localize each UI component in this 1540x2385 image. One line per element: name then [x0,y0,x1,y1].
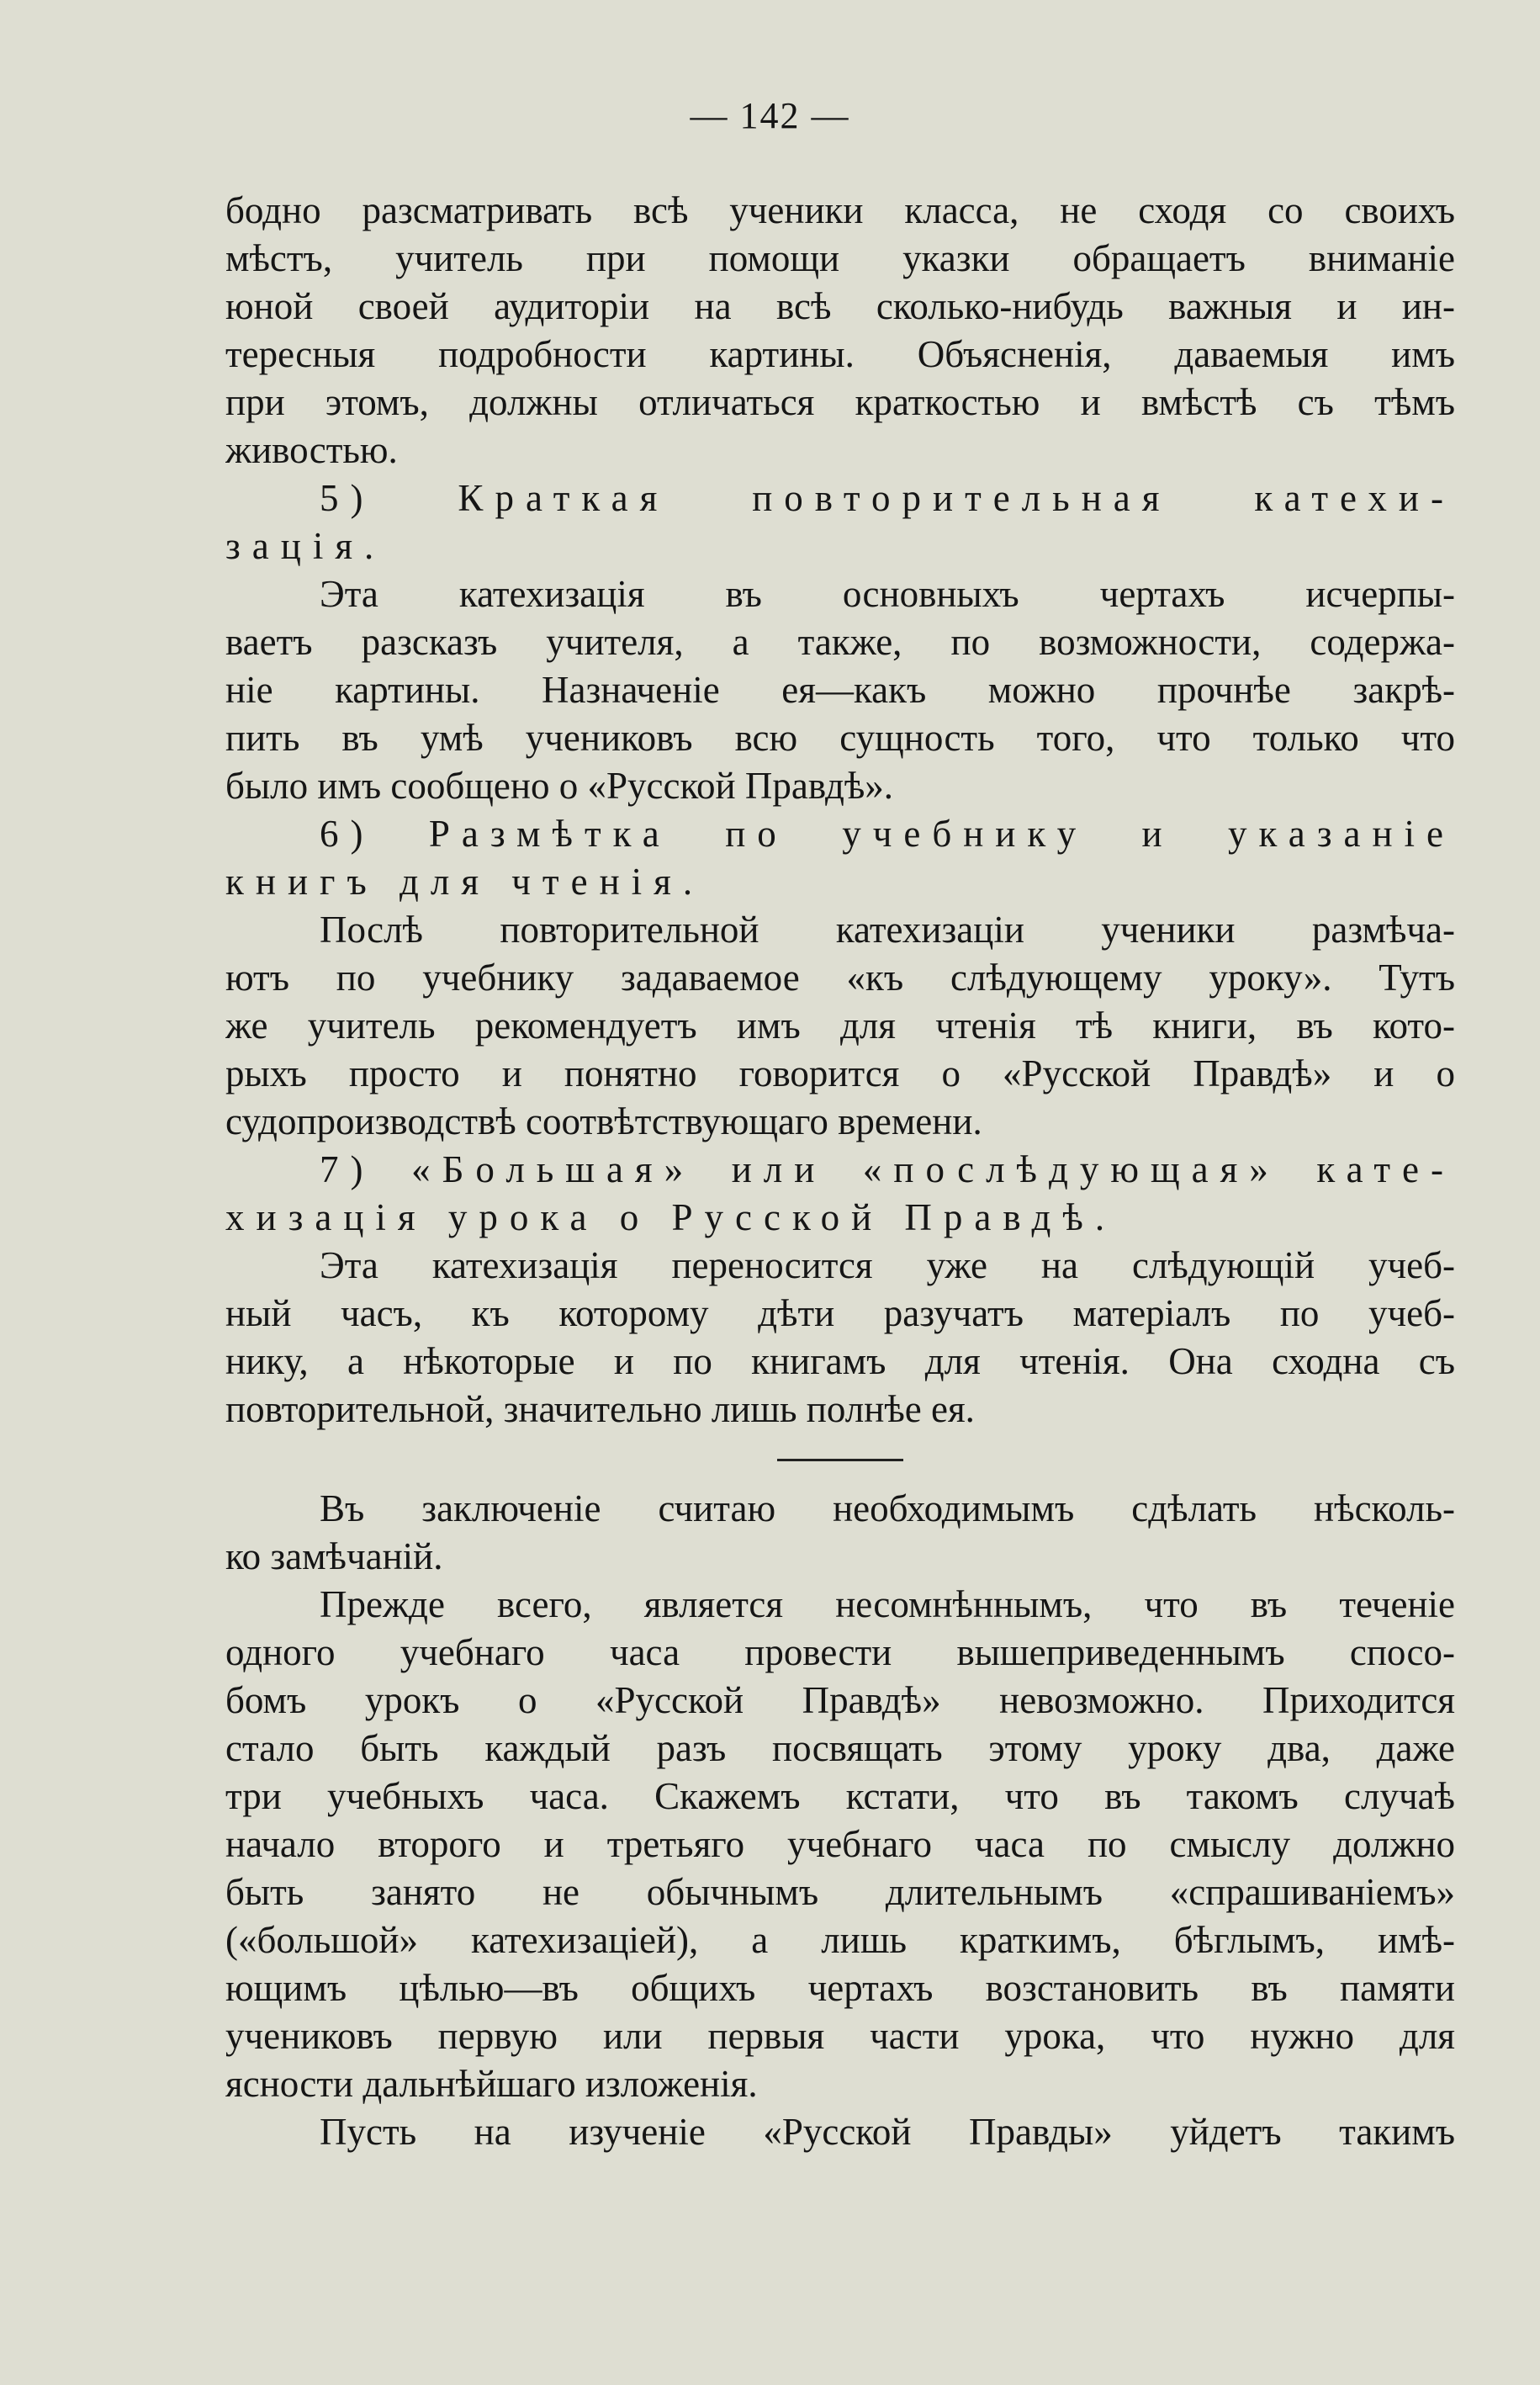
text-line: Послѣ повторительной катехизаціи ученики размѣча- [320,909,1455,951]
text-line: повторительной, значительно лишь полнѣе ея. [225,1388,975,1430]
text-line: Прежде всего, является несомнѣннымъ, что въ теченіе [320,1583,1455,1625]
text-line: зація. [225,525,386,567]
text-line: судопроизводствѣ соотвѣтствующаго времени. [225,1100,982,1142]
text-line: ко замѣчаній. [225,1535,443,1577]
text-line: нику, а нѣкоторые и по книгамъ для чтенія. Она сходна съ [225,1340,1455,1382]
page-number: — 142 — [690,95,850,136]
text-line: юной своей аудиторіи на всѣ сколько-нибудь важныя и ин- [225,285,1455,327]
text-line: Пусть на изученіе «Русской Правды» уйдетъ такимъ [320,2111,1455,2153]
text-line: мѣстъ, учитель при помощи указки обращаетъ вниманіе [225,237,1455,279]
body-text [225,187,1455,2156]
text-line: Эта катехизація переносится уже на слѣдующій учеб- [320,1244,1455,1286]
lesson-steps-section [225,187,1455,1434]
text-line: ніе картины. Назначеніе ея—какъ можно прочнѣе закрѣ- [225,669,1455,711]
text-line: при этомъ, должны отличаться краткостью и вмѣстѣ съ тѣмъ [225,381,1455,423]
text-line: рыхъ просто и понятно говорится о «Русской Правдѣ» и о [225,1052,1455,1094]
text-line: начало второго и третьяго учебнаго часа по смыслу должно [225,1823,1455,1865]
text-line: пить въ умѣ учениковъ всю сущность того, что только что [225,717,1455,759]
text-line: же учитель рекомендуетъ имъ для чтенія тѣ книги, въ кото- [225,1004,1455,1047]
text-line: ясности дальнѣйшаго изложенія. [225,2063,758,2105]
text-line: бодно разсматривать всѣ ученики класса, не сходя со своихъ [225,189,1455,231]
text-line: ющимъ цѣлью—въ общихъ чертахъ возстановить въ памяти [225,1967,1455,2009]
text-line: Въ заключеніе считаю необходимымъ сдѣлать нѣсколь- [320,1487,1455,1529]
text-line: ваетъ разсказъ учителя, а также, по возможности, содержа- [225,621,1455,663]
text-line: быть занято не обычнымъ длительнымъ «спрашиваніемъ» [225,1871,1455,1913]
conclusion-section [225,1485,1455,2156]
text-line: Эта катехизація въ основныхъ чертахъ исчерпы- [320,573,1455,615]
text-line: стало быть каждый разъ посвящать этому уроку два, даже [225,1727,1455,1769]
text-line: тересныя подробности картины. Объясненія, даваемыя имъ [225,333,1455,375]
text-line: 7) «Большая» или «послѣдующая» кате- [320,1148,1455,1190]
text-line: живостью. [225,429,398,471]
text-line: ный часъ, къ которому дѣти разучатъ матеріалъ по учеб- [225,1292,1455,1334]
text-line: три учебныхъ часа. Скажемъ кстати, что въ такомъ случаѣ [225,1775,1455,1817]
text-line: («большой» катехизаціей), а лишь краткимъ, бѣглымъ, имѣ- [225,1919,1455,1961]
section-divider [777,1459,903,1461]
text-line: 5) Краткая повторительная катехи- [320,477,1455,519]
text-line: 6) Размѣтка по учебнику и указаніе [320,813,1455,855]
text-line: бомъ урокъ о «Русской Правдѣ» невозможно. Приходится [225,1679,1455,1721]
text-line: учениковъ первую или первыя части урока, что нужно для [225,2015,1455,2057]
text-line: ютъ по учебнику задаваемое «къ слѣдующему уроку». Тутъ [225,957,1455,999]
text-line: хизація урока о Русской Правдѣ. [225,1196,1117,1238]
text-line: одного учебнаго часа провести вышеприведеннымъ спосо- [225,1631,1455,1673]
text-line: книгъ для чтенія. [225,861,705,903]
text-line: было имъ сообщено о «Русской Правдѣ». [225,765,894,807]
